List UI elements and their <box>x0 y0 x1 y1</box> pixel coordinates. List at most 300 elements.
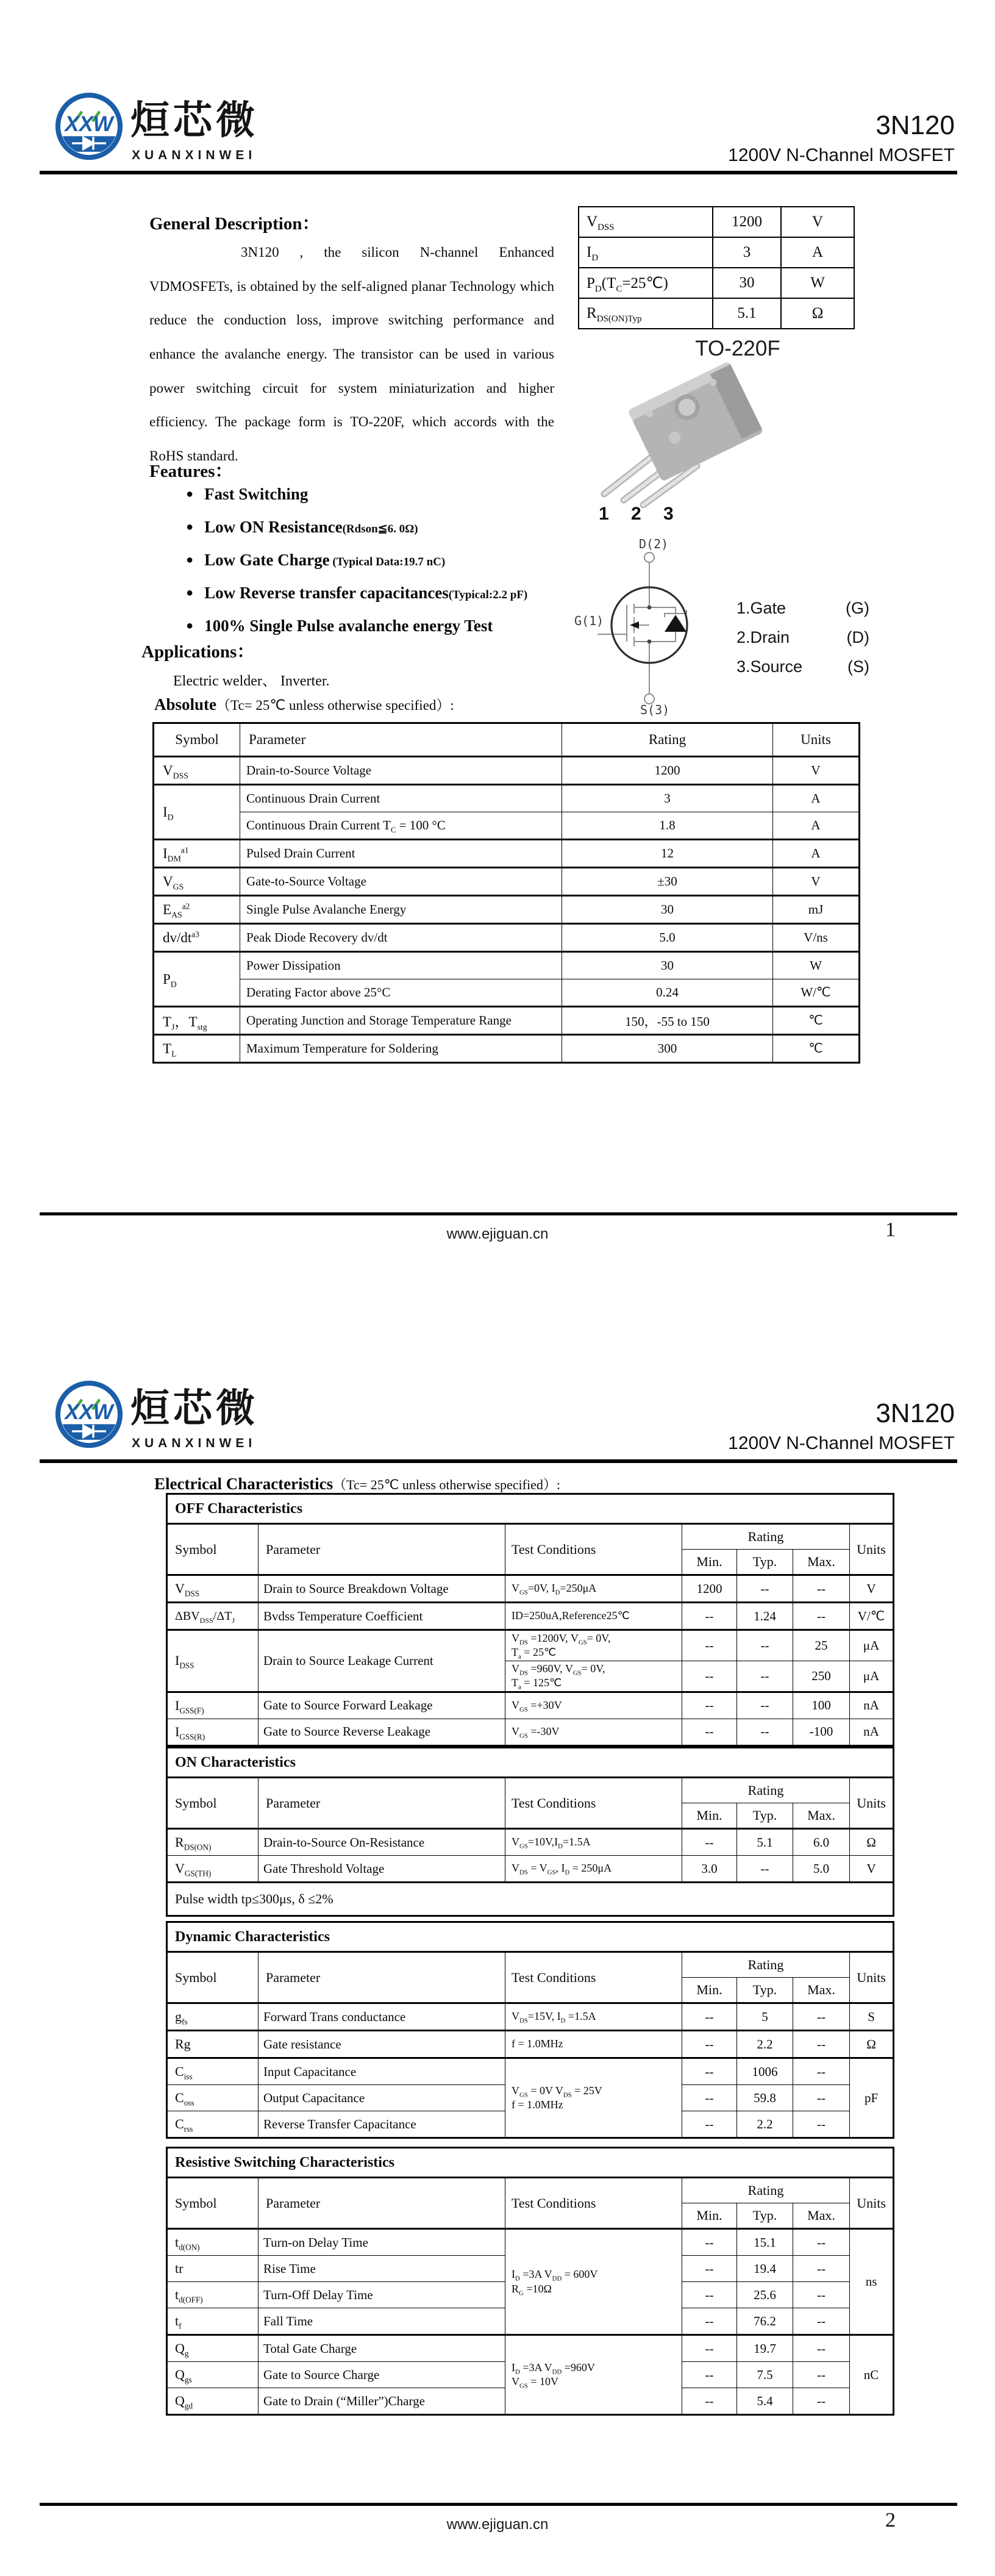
table-header-row <box>167 1952 894 1978</box>
cell-max: -- <box>793 1603 850 1630</box>
page-number: 1 <box>885 1218 896 1241</box>
general-description-paragraph: 3N120 , the silicon N-channel Enhanced VDMOSFETs, is obtained by the self-aligned planar Technology which reduce the conduction loss, improve switching performance and enhance the avalanche energy. The transistor can be used in various power switching circuit for system miniaturization and higher efficiency. The package form is TO-220F, which accords with the RoHS standard. <box>149 245 554 463</box>
cell-min: -- <box>682 1719 737 1745</box>
pin-legend-label: 2.Drain <box>736 628 790 646</box>
table-row <box>167 1575 894 1603</box>
cell-min: -- <box>682 2229 737 2256</box>
applications-text: Electric welder、 Inverter. <box>173 673 330 689</box>
cell-typ: 5 <box>737 2003 793 2031</box>
col-test-conditions: Test Conditions <box>505 1524 682 1575</box>
table-header-row <box>167 1524 894 1550</box>
cell-typ: -- <box>737 1630 793 1661</box>
summary-unit: Ω <box>781 298 854 329</box>
cell-parameter: Drain-to-Source On-Resistance <box>259 1829 505 1856</box>
table-title-row <box>167 2148 894 2178</box>
electrical-characteristics-title <box>154 1475 560 1494</box>
pin-legend-item <box>736 599 869 618</box>
table-title-row <box>167 1748 894 1778</box>
cell-parameter: Turn-Off Delay Time <box>259 2282 505 2308</box>
summary-symbol: $V_{DSS}$ <box>579 207 713 237</box>
cell-unit: ℃ <box>773 1007 860 1035</box>
cell-test-conditions: $V_{DS}=15V$, $I_D =1.5A$ <box>505 2003 682 2031</box>
package-label: TO-220F <box>695 337 780 360</box>
cell-unit: V/℃ <box>850 1603 894 1630</box>
cell-max: -100 <box>793 1719 850 1745</box>
feature-item: ● 100% Single Pulse avalanche energy Test <box>186 617 601 635</box>
logo-mark-text: XXW <box>65 112 113 137</box>
table-row <box>154 979 860 1007</box>
cell-test-conditions: $V_{GS} =-30V$ <box>505 1719 682 1745</box>
table-row <box>167 1829 894 1856</box>
cell-unit: Ω <box>850 1829 894 1856</box>
logo-company-name: 烜芯微 <box>130 1387 259 1430</box>
cell-symbol: $V_{GS}$ <box>154 868 240 896</box>
cell-parameter: Peak Diode Recovery dv/dt <box>240 924 562 952</box>
cell-test-conditions: $V_{GS} = 0V$ $V_{DS} = 25V$ f = 1.0MHz <box>505 2058 682 2138</box>
cell-symbol: $T_L$ <box>154 1035 240 1063</box>
cell-min: -- <box>682 1661 737 1692</box>
cell-max: 25 <box>793 1630 850 1661</box>
cell-symbol: $Q_g$ <box>167 2335 259 2362</box>
cell-min: -- <box>682 1603 737 1630</box>
cell-unit: W <box>773 952 860 979</box>
feature-item: ● Low Gate Charge (Typical Data:19.7 nC) <box>186 551 601 570</box>
table-row <box>579 298 854 329</box>
cell-parameter: Continuous Drain Current $T_C = 100$ °C <box>240 812 562 840</box>
features-list <box>186 485 601 649</box>
cell-symbol: $T_J$，$T_{stg}$ <box>154 1007 240 1035</box>
summary-symbol: $R_{DS(ON)Typ}$ <box>579 298 713 329</box>
table-row <box>154 785 860 812</box>
cell-parameter: Gate to Source Charge <box>259 2362 505 2388</box>
cell-unit: V <box>850 1856 894 1883</box>
cell-symbol: $I_{GSS(F)}$ <box>167 1692 259 1719</box>
footer-url: www.ejiguan.cn <box>446 2516 549 2533</box>
pin-legend-item <box>736 628 869 647</box>
table-header-row <box>154 723 860 757</box>
table-header-row <box>167 1778 894 1803</box>
cell-rating: 30 <box>562 896 773 924</box>
col-units: Units <box>850 1778 894 1829</box>
cell-parameter: Gate to Source Forward Leakage <box>259 1692 505 1719</box>
table-row <box>167 2335 894 2362</box>
cell-min: -- <box>682 2282 737 2308</box>
cell-min: -- <box>682 1692 737 1719</box>
cell-test-conditions: ID=250uA,Reference25℃ <box>505 1603 682 1630</box>
col-symbol: Symbol <box>167 1778 259 1829</box>
summary-value: 1200 <box>713 207 781 237</box>
cell-max: -- <box>793 2229 850 2256</box>
drain-pin-label: D(2) <box>639 537 669 551</box>
cell-test-conditions: $V_{GS} =+30V$ <box>505 1692 682 1719</box>
section-title-features: Features： <box>149 462 233 481</box>
cell-unit: nA <box>850 1719 894 1745</box>
cell-parameter: Output Capacitance <box>259 2085 505 2111</box>
footer-url: www.ejiguan.cn <box>446 1226 549 1242</box>
cell-max: -- <box>793 2058 850 2085</box>
cell-symbol: $R_{DS(ON)}$ <box>167 1829 259 1856</box>
table-title-row <box>167 1494 894 1524</box>
cell-typ: 15.1 <box>737 2229 793 2256</box>
col-max: Max. <box>793 1978 850 2003</box>
cell-min: -- <box>682 2111 737 2138</box>
cell-test-conditions: f = 1.0MHz <box>505 2031 682 2058</box>
cell-rating: 12 <box>562 840 773 868</box>
summary-symbol: $P_D(T_C=25℃)$ <box>579 268 713 298</box>
cell-rating: 3 <box>562 785 773 812</box>
feature-item: ● Low Reverse transfer capacitances(Typical:2.2 pF) <box>186 584 601 603</box>
col-test-conditions: Test Conditions <box>505 1778 682 1829</box>
ec-title-condition: （Tc= 25℃ unless otherwise specified）: <box>333 1477 560 1492</box>
table-row <box>167 2003 894 2031</box>
header-rule <box>40 1459 957 1463</box>
cell-symbol: $V_{GS(TH)}$ <box>167 1856 259 1883</box>
cell-min: -- <box>682 2256 737 2282</box>
cell-unit: S <box>850 2003 894 2031</box>
table-row <box>154 868 860 896</box>
cell-typ: 19.4 <box>737 2256 793 2282</box>
table-row <box>167 2229 894 2256</box>
absolute-title-bold: Absolute <box>154 695 217 714</box>
table-title-row <box>167 1922 894 1952</box>
cell-unit: V <box>850 1575 894 1603</box>
part-number: 3N120 <box>876 110 955 140</box>
table-row <box>167 1719 894 1745</box>
cell-min: -- <box>682 2308 737 2335</box>
col-max: Max. <box>793 2203 850 2229</box>
cell-typ: -- <box>737 1692 793 1719</box>
summary-value: 5.1 <box>713 298 781 329</box>
pin-legend-pin: (G) <box>846 599 869 617</box>
table-note-row <box>167 1883 894 1916</box>
package-pins-label: 1 2 3 <box>599 504 682 524</box>
col-typ: Typ. <box>737 1550 793 1575</box>
cell-max: 6.0 <box>793 1829 850 1856</box>
table-row <box>167 1603 894 1630</box>
cell-max: 250 <box>793 1661 850 1692</box>
logo-company-romanized: XUANXINWEI <box>132 1436 257 1450</box>
table-row <box>154 1035 860 1063</box>
cell-parameter: Turn-on Delay Time <box>259 2229 505 2256</box>
table-header-row <box>167 2178 894 2203</box>
cell-unit: A <box>773 785 860 812</box>
cell-symbol: $Q_{gd}$ <box>167 2388 259 2415</box>
cell-unit: pF <box>850 2058 894 2138</box>
cell-max: 100 <box>793 1692 850 1719</box>
col-rating: Rating <box>682 1778 850 1803</box>
table-row <box>167 1692 894 1719</box>
col-symbol: Symbol <box>154 723 240 757</box>
cell-max: -- <box>793 1575 850 1603</box>
logo-mark-icon <box>54 91 124 165</box>
cell-parameter: Power Dissipation <box>240 952 562 979</box>
summary-ratings-table <box>578 206 855 329</box>
cell-typ: 5.4 <box>737 2388 793 2415</box>
cell-rating: 5.0 <box>562 924 773 952</box>
col-min: Min. <box>682 2203 737 2229</box>
footer-rule <box>40 1212 957 1215</box>
table-row <box>167 1630 894 1661</box>
table-title: OFF Characteristics <box>167 1494 894 1524</box>
cell-rating: 1200 <box>562 757 773 785</box>
cell-unit: ℃ <box>773 1035 860 1063</box>
cell-min: -- <box>682 2362 737 2388</box>
ec-title-bold: Electrical Characteristics <box>154 1475 333 1493</box>
cell-typ: 5.1 <box>737 1829 793 1856</box>
gate-pin-label: G(1) <box>574 614 604 628</box>
col-parameter: Parameter <box>259 1778 505 1829</box>
table-row <box>579 237 854 268</box>
on-characteristics-table <box>166 1747 894 1917</box>
cell-rating: 0.24 <box>562 979 773 1007</box>
pin-legend-pin: (D) <box>846 628 869 646</box>
cell-parameter: Fall Time <box>259 2308 505 2335</box>
pulse-width-note: Pulse width tp≤300μs, δ ≤2% <box>167 1883 894 1916</box>
cell-symbol: $C_{rss}$ <box>167 2111 259 2138</box>
summary-value: 3 <box>713 237 781 268</box>
cell-unit: nC <box>850 2335 894 2415</box>
cell-unit: μA <box>850 1661 894 1692</box>
table-row <box>154 1007 860 1035</box>
table-row <box>154 812 860 840</box>
mosfet-symbol <box>573 537 732 715</box>
cell-parameter: Rise Time <box>259 2256 505 2282</box>
cell-symbol: $V_{DSS}$ <box>154 757 240 785</box>
table-row <box>167 2031 894 2058</box>
table-row <box>154 896 860 924</box>
pin-legend-label: 1.Gate <box>736 599 786 617</box>
cell-parameter: Gate resistance <box>259 2031 505 2058</box>
footer-rule <box>40 2503 957 2506</box>
table-row <box>154 840 860 868</box>
cell-symbol: $I_{DSS}$ <box>167 1630 259 1692</box>
col-units: Units <box>850 1524 894 1575</box>
table-row <box>154 757 860 785</box>
cell-rating: 150，-55 to 150 <box>562 1007 773 1035</box>
cell-unit: Ω <box>850 2031 894 2058</box>
cell-symbol: $t_{d(OFF)}$ <box>167 2282 259 2308</box>
cell-typ: 2.2 <box>737 2111 793 2138</box>
cell-parameter: Single Pulse Avalanche Energy <box>240 896 562 924</box>
source-pin-label: S(3) <box>640 703 670 717</box>
feature-item: ● Fast Switching <box>186 485 601 504</box>
company-logo <box>54 1379 124 1456</box>
cell-test-conditions: $V_{DS} = V_{GS}$, $I_D = 250\mu A$ <box>505 1856 682 1883</box>
cell-unit: W/℃ <box>773 979 860 1007</box>
cell-parameter: Gate to Source Reverse Leakage <box>259 1719 505 1745</box>
col-units: Units <box>850 2178 894 2229</box>
cell-test-conditions: $V_{DS} =1200V$, $V_{GS}= 0V$, $T_a$ = 25℃ <box>505 1630 682 1661</box>
cell-max: -- <box>793 2031 850 2058</box>
summary-unit: A <box>781 237 854 268</box>
cell-symbol: $I_D$ <box>154 785 240 840</box>
col-parameter: Parameter <box>259 1952 505 2003</box>
col-symbol: Symbol <box>167 1524 259 1575</box>
table-row <box>154 952 860 979</box>
cell-typ: 19.7 <box>737 2335 793 2362</box>
col-symbol: Symbol <box>167 2178 259 2229</box>
page-number: 2 <box>885 2509 896 2531</box>
cell-typ: -- <box>737 1575 793 1603</box>
col-min: Min. <box>682 1550 737 1575</box>
cell-max: -- <box>793 2362 850 2388</box>
cell-unit: V <box>773 757 860 785</box>
cell-test-conditions: $V_{DS} =960V$, $V_{GS}= 0V$, $T_a$ = 125℃ <box>505 1661 682 1692</box>
cell-parameter: Drain to Source Breakdown Voltage <box>259 1575 505 1603</box>
cell-parameter: Pulsed Drain Current <box>240 840 562 868</box>
pin-legend <box>736 599 869 687</box>
cell-parameter: Derating Factor above 25°C <box>240 979 562 1007</box>
table-row <box>579 207 854 237</box>
cell-parameter: Operating Junction and Storage Temperature Range <box>240 1007 562 1035</box>
summary-unit: V <box>781 207 854 237</box>
col-parameter: Parameter <box>259 1524 505 1575</box>
pin-legend-item <box>736 657 869 676</box>
cell-unit: A <box>773 812 860 840</box>
cell-unit: mJ <box>773 896 860 924</box>
cell-typ: -- <box>737 1661 793 1692</box>
cell-parameter: Drain to Source Leakage Current <box>259 1630 505 1692</box>
cell-min: -- <box>682 2031 737 2058</box>
cell-rating: ±30 <box>562 868 773 896</box>
cell-parameter: Input Capacitance <box>259 2058 505 2085</box>
cell-test-conditions: $I_D =3A$ $V_{DD} =960V$ $V_{GS} = 10V$ <box>505 2335 682 2415</box>
cell-min: -- <box>682 1630 737 1661</box>
cell-symbol: $E_{AS}^{a2}$ <box>154 896 240 924</box>
cell-min: -- <box>682 2335 737 2362</box>
cell-rating: 300 <box>562 1035 773 1063</box>
cell-rating: 1.8 <box>562 812 773 840</box>
cell-max: -- <box>793 2003 850 2031</box>
cell-max: -- <box>793 2335 850 2362</box>
cell-symbol: $t_f$ <box>167 2308 259 2335</box>
cell-test-conditions: $V_{GS}=0V$, $I_D=250\mu A$ <box>505 1575 682 1603</box>
cell-min: -- <box>682 2388 737 2415</box>
col-min: Min. <box>682 1978 737 2003</box>
cell-symbol: $C_{oss}$ <box>167 2085 259 2111</box>
cell-symbol: Rg <box>167 2031 259 2058</box>
absolute-ratings-table <box>152 722 860 1064</box>
section-title-general-description: General Description： <box>149 214 320 234</box>
logo-mark-text: XXW <box>65 1400 113 1425</box>
cell-symbol: $I_{GSS(R)}$ <box>167 1719 259 1745</box>
table-row <box>579 268 854 298</box>
col-symbol: Symbol <box>167 1952 259 2003</box>
switching-characteristics-table <box>166 2147 894 2416</box>
absolute-title-condition: （Tc= 25℃ unless otherwise specified）: <box>216 698 454 713</box>
cell-symbol: $t_{d(ON)}$ <box>167 2229 259 2256</box>
table-title: Resistive Switching Characteristics <box>167 2148 894 2178</box>
cell-unit: nA <box>850 1692 894 1719</box>
cell-typ: 7.5 <box>737 2362 793 2388</box>
pin-legend-pin: (S) <box>847 657 869 676</box>
table-row <box>154 924 860 952</box>
page-2 <box>0 1288 995 2576</box>
part-subtitle: 1200V N-Channel MOSFET <box>728 1433 955 1453</box>
cell-symbol: tr <box>167 2256 259 2282</box>
col-units: Units <box>773 723 860 757</box>
cell-symbol: $I_{DM}^{a1}$ <box>154 840 240 868</box>
col-max: Max. <box>793 1550 850 1575</box>
cell-typ: 1006 <box>737 2058 793 2085</box>
col-test-conditions: Test Conditions <box>505 1952 682 2003</box>
cell-typ: -- <box>737 1856 793 1883</box>
summary-value: 30 <box>713 268 781 298</box>
col-rating: Rating <box>682 1524 850 1550</box>
feature-item: ● Low ON Resistance(Rdson≦6. 0Ω) <box>186 518 601 537</box>
cell-unit: V <box>773 868 860 896</box>
logo-mark-icon <box>54 1379 124 1453</box>
off-characteristics-table <box>166 1493 894 1747</box>
cell-max: -- <box>793 2308 850 2335</box>
cell-typ: -- <box>737 1719 793 1745</box>
cell-symbol: $V_{DSS}$ <box>167 1575 259 1603</box>
cell-symbol: $P_D$ <box>154 952 240 1007</box>
cell-max: -- <box>793 2388 850 2415</box>
cell-parameter: Continuous Drain Current <box>240 785 562 812</box>
cell-parameter: Gate to Drain (“Miller”)Charge <box>259 2388 505 2415</box>
cell-parameter: Gate Threshold Voltage <box>259 1856 505 1883</box>
summary-unit: W <box>781 268 854 298</box>
table-title: ON Characteristics <box>167 1748 894 1778</box>
cell-rating: 30 <box>562 952 773 979</box>
company-logo <box>54 91 124 168</box>
table-row <box>167 1856 894 1883</box>
to220f-package-icon <box>582 359 808 508</box>
col-units: Units <box>850 1952 894 2003</box>
cell-typ: 1.24 <box>737 1603 793 1630</box>
mosfet-symbol-icon <box>573 550 726 720</box>
cell-max: 5.0 <box>793 1856 850 1883</box>
col-typ: Typ. <box>737 2203 793 2229</box>
header-rule <box>40 171 957 174</box>
part-number: 3N120 <box>876 1398 955 1428</box>
cell-parameter: Forward Trans conductance <box>259 2003 505 2031</box>
logo-company-romanized: XUANXINWEI <box>132 148 257 162</box>
cell-parameter: Reverse Transfer Capacitance <box>259 2111 505 2138</box>
cell-test-conditions: $V_{GS}=10V,I_D=1.5A$ <box>505 1829 682 1856</box>
col-rating: Rating <box>562 723 773 757</box>
col-typ: Typ. <box>737 1803 793 1829</box>
cell-min: -- <box>682 2058 737 2085</box>
cell-min: 3.0 <box>682 1856 737 1883</box>
cell-symbol: $\Delta BV_{DSS}/\Delta T_J$ <box>167 1603 259 1630</box>
cell-min: -- <box>682 2003 737 2031</box>
cell-symbol: $g_{fs}$ <box>167 2003 259 2031</box>
table-row <box>167 2058 894 2085</box>
cell-min: -- <box>682 1829 737 1856</box>
cell-max: -- <box>793 2256 850 2282</box>
pin-legend-label: 3.Source <box>736 657 803 676</box>
cell-max: -- <box>793 2282 850 2308</box>
cell-symbol: $Q_{gs}$ <box>167 2362 259 2388</box>
col-min: Min. <box>682 1803 737 1829</box>
cell-max: -- <box>793 2111 850 2138</box>
section-title-applications: Applications： <box>141 642 255 662</box>
dynamic-characteristics-table <box>166 1921 894 2139</box>
cell-typ: 59.8 <box>737 2085 793 2111</box>
cell-symbol: $C_{iss}$ <box>167 2058 259 2085</box>
cell-min: -- <box>682 2085 737 2111</box>
cell-unit: μA <box>850 1630 894 1661</box>
cell-parameter: Maximum Temperature for Soldering <box>240 1035 562 1063</box>
col-parameter: Parameter <box>259 2178 505 2229</box>
absolute-ratings-title <box>154 694 454 714</box>
cell-typ: 2.2 <box>737 2031 793 2058</box>
cell-unit: V/ns <box>773 924 860 952</box>
cell-unit: ns <box>850 2229 894 2335</box>
col-typ: Typ. <box>737 1978 793 2003</box>
